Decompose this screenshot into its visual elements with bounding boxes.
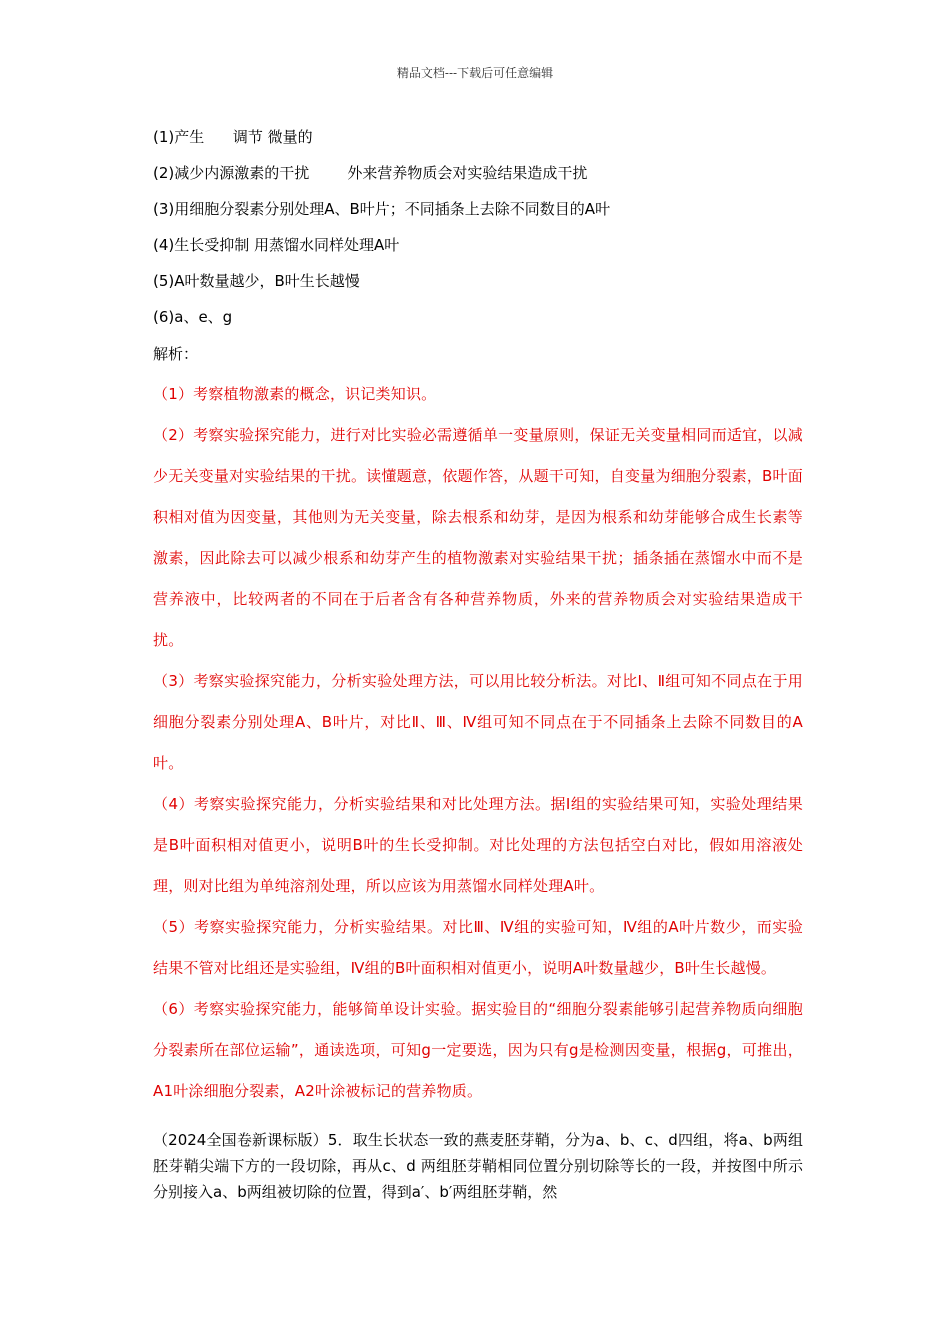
- answer-list: [153, 124, 813, 340]
- analysis-paragraph: （3）考察实验探究能力，分析实验处理方法，可以用比较分析法。对比Ⅰ、Ⅱ组可知不同点在于用细胞分裂素分别处理A、B叶片，对比Ⅱ、Ⅲ、Ⅳ组可知不同点在于不同插条上去除不同数目的A叶。: [153, 672, 803, 772]
- answer-item: (5)A叶数量越少，B叶生长越慢: [153, 272, 360, 290]
- analysis-paragraph: （1）考察植物激素的概念，识记类知识。: [153, 385, 437, 403]
- analysis-paragraph: （2）考察实验探究能力，进行对比实验必需遵循单一变量原则，保证无关变量相同而适宜，以减少无关变量对实验结果的干扰。读懂题意，依题作答，从题干可知，自变量为细胞分裂素，B叶面积相对值为因变量，其他则为无关变量，除去根系和幼芽，是因为根系和幼芽能够合成生长素等激素，因此除去可以减少根系和幼芽产生的植物激素对实验结果干扰；插条插在蒸馏水中而不是营养液中，比较两者的不同在于后者含有各种营养物质，外来的营养物质会对实验结果造成干扰。: [153, 426, 803, 649]
- analysis-paragraph: （5）考察实验探究能力，分析实验结果。对比Ⅲ、Ⅳ组的实验可知，Ⅳ组的A叶片数少，而实验结果不管对比组还是实验组，Ⅳ组的B叶面积相对值更小，说明A叶数量越少，B叶生长越慢。: [153, 918, 803, 977]
- answer-item: (4)生长受抑制 用蒸馏水同样处理A叶: [153, 236, 400, 254]
- answer-item: (6)a、e、g: [153, 308, 233, 326]
- analysis-section: [153, 374, 803, 1112]
- analysis-label: 解析：: [153, 345, 199, 363]
- page-header: 精品文档---下载后可任意编辑: [396, 66, 554, 80]
- analysis-paragraph: （6）考察实验探究能力，能够简单设计实验。据实验目的“细胞分裂素能够引起营养物质向细胞分裂素所在部位运输”，通读选项，可知g一定要选，因为只有g是检测因变量，根据g，可推出，A1叶涂细胞分裂素，A2叶涂被标记的营养物质。: [153, 1000, 803, 1100]
- answer-item: (1)产生 调节 微量的: [153, 128, 313, 146]
- question-text: （2024全国卷新课标版）5．取生长状态一致的燕麦胚芽鞘，分为a、b、c、d四组，将a、b两组胚芽鞘尖端下方的一段切除，再从c、d 两组胚芽鞘相同位置分别切除等长的一段，并按图中所示分别接入a、b两组被切除的位置，得到a′、b′两组胚芽鞘，然: [153, 1131, 803, 1201]
- answer-item: (3)用细胞分裂素分别处理A、B叶片；不同插条上去除不同数目的A叶: [153, 200, 611, 218]
- answer-item: (2)减少内源激素的干扰 外来营养物质会对实验结果造成干扰: [153, 164, 588, 182]
- analysis-paragraph: （4）考察实验探究能力，分析实验结果和对比处理方法。据Ⅰ组的实验结果可知，实验处理结果是B叶面积相对值更小，说明B叶的生长受抑制。对比处理的方法包括空白对比，假如用溶液处理，则对比组为单纯溶剂处理，所以应该为用蒸馏水同样处理A叶。: [153, 795, 803, 895]
